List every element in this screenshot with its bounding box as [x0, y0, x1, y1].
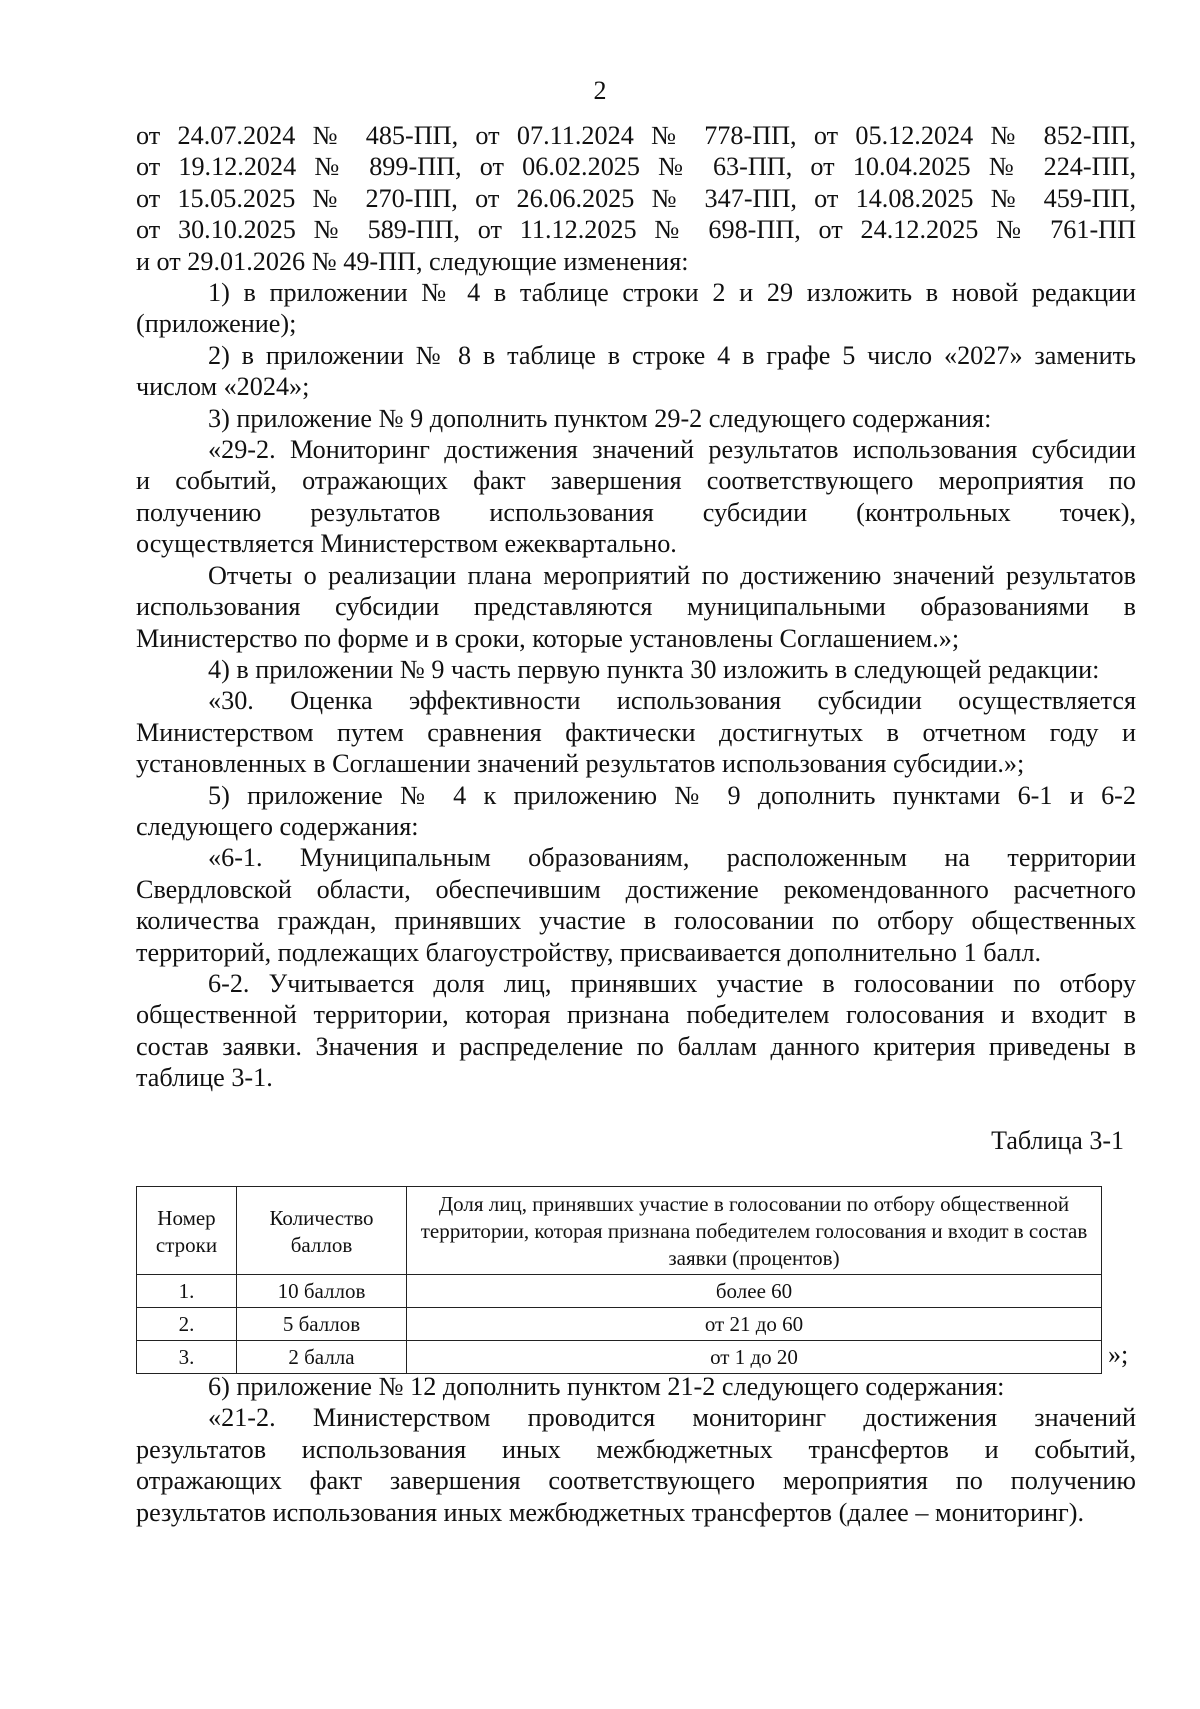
cell-share: от 1 до 20	[407, 1341, 1102, 1374]
text-line: количества граждан, принявших участие в голосовании по отбору общественных	[136, 906, 1136, 936]
text-line: 3) приложение № 9 дополнить пунктом 29-2 следующего содержания:	[208, 403, 992, 433]
score-table	[136, 1186, 1102, 1374]
cell-row-number: 2.	[137, 1308, 237, 1341]
table-row	[137, 1341, 1102, 1374]
table-closing-mark: »;	[1108, 1340, 1129, 1369]
body-text	[136, 120, 1136, 1094]
paragraph-item-4	[136, 654, 1136, 685]
text-line: таблице 3-1.	[136, 1063, 273, 1093]
cell-share: более 60	[407, 1275, 1102, 1308]
paragraph-point-29-2	[136, 434, 1136, 560]
text-line: «30. Оценка эффективности использования субсидии осуществляется	[208, 686, 1136, 716]
cell-row-number: 1.	[137, 1275, 237, 1308]
cell-points: 10 баллов	[237, 1275, 407, 1308]
paragraph-item-6	[136, 1371, 1136, 1402]
text-line: от 24.07.2024 № 485-ПП, от 07.11.2024 № 778-ПП, от 05.12.2024 № 852-ПП,	[136, 121, 1136, 150]
text-line: состав заявки. Значения и распределение по баллам данного критерия приведены в	[136, 1031, 1136, 1061]
text-line: «29-2. Мониторинг достижения значений результатов использования субсидии	[208, 435, 1136, 465]
header-row-number: Номер строки	[137, 1187, 237, 1275]
text-line: от 30.10.2025 № 589-ПП, от 11.12.2025 № 698-ПП, от 24.12.2025 № 761-ПП	[136, 215, 1136, 245]
text-line: 6-2. Учитывается доля лиц, принявших участие в голосовании по отбору	[208, 968, 1136, 998]
paragraph-item-5	[136, 780, 1136, 843]
text-line: 6) приложение № 12 дополнить пунктом 21-2 следующего содержания:	[208, 1372, 1005, 1401]
text-line: общественной территории, которая признана победителем голосования и входит в	[136, 1000, 1136, 1030]
table-caption: Таблица 3-1	[991, 1126, 1124, 1155]
text-line: результатов использования иных межбюджетных трансфертов (далее – мониторинг).	[136, 1497, 1085, 1527]
text-line: и от 29.01.2026 № 49-ПП, следующие изменения:	[136, 246, 689, 276]
text-line: от 15.05.2025 № 270-ПП, от 26.06.2025 № 347-ПП, от 14.08.2025 № 459-ПП,	[136, 183, 1136, 213]
text-line: Министерством путем сравнения фактически достигнутых в отчетном году и	[136, 717, 1136, 747]
paragraph-item-2	[136, 340, 1136, 403]
paragraph-point-21-2	[136, 1402, 1136, 1528]
text-line: (приложение);	[136, 309, 297, 339]
table-row	[137, 1275, 1102, 1308]
text-line: 2) в приложении № 8 в таблице в строке 4 в графе 5 число «2027» заменить	[208, 340, 1136, 370]
text-line: отражающих факт завершения соответствующего мероприятия по получению	[136, 1466, 1136, 1496]
cell-row-number: 3.	[137, 1341, 237, 1374]
paragraph-point-30	[136, 685, 1136, 779]
text-line: 5) приложение № 4 к приложению № 9 дополнить пунктами 6-1 и 6-2	[208, 780, 1136, 810]
table-row	[137, 1308, 1102, 1341]
table-header-row	[137, 1187, 1102, 1275]
text-line: установленных в Соглашении значений результатов использования субсидии.»;	[136, 749, 1025, 779]
text-line: следующего содержания:	[136, 811, 419, 841]
text-line: результатов использования иных межбюджетных трансфертов и событий,	[136, 1434, 1136, 1464]
paragraph-item-1	[136, 277, 1136, 340]
text-line: «6-1. Муниципальным образованиям, расположенным на территории	[208, 843, 1136, 873]
cell-points: 2 балла	[237, 1341, 407, 1374]
text-line: 4) в приложении № 9 часть первую пункта 30 изложить в следующей редакции:	[208, 654, 1100, 684]
text-line: и событий, отражающих факт завершения соответствующего мероприятия по	[136, 466, 1136, 496]
paragraph-reports	[136, 560, 1136, 654]
text-line: 1) в приложении № 4 в таблице строки 2 и 29 изложить в новой редакции	[208, 278, 1136, 308]
paragraph-point-6-1	[136, 842, 1136, 968]
text-line: территорий, подлежащих благоустройству, присваивается дополнительно 1 балл.	[136, 937, 1042, 967]
header-share: Доля лиц, принявших участие в голосовании по отбору общественной территории, которая признана победителем голосования и входит в состав заявки (процентов)	[407, 1187, 1102, 1275]
paragraph-item-3	[136, 403, 1136, 434]
text-line: Министерство по форме и в сроки, которые установлены Соглашением.»;	[136, 623, 960, 653]
text-line: числом «2024»;	[136, 372, 310, 402]
text-line: «21-2. Министерством проводится мониторинг достижения значений	[208, 1403, 1136, 1433]
text-line: получению результатов использования субсидии (контрольных точек),	[136, 497, 1136, 527]
cell-points: 5 баллов	[237, 1308, 407, 1341]
cell-share: от 21 до 60	[407, 1308, 1102, 1341]
text-line: осуществляется Министерством ежеквартально.	[136, 529, 677, 559]
header-points: Количество баллов	[237, 1187, 407, 1275]
page-number: 2	[593, 76, 607, 105]
paragraph-point-6-2	[136, 968, 1136, 1094]
paragraph-amendment-list	[136, 120, 1136, 277]
text-line: от 19.12.2024 № 899-ПП, от 06.02.2025 № 63-ПП, от 10.04.2025 № 224-ПП,	[136, 152, 1136, 182]
text-line: Отчеты о реализации плана мероприятий по достижению значений результатов	[208, 560, 1136, 590]
text-line: Свердловской области, обеспечившим достижение рекомендованного расчетного	[136, 874, 1136, 904]
body-text-after-table	[136, 1371, 1136, 1528]
text-line: использования субсидии представляются муниципальными образованиями в	[136, 592, 1136, 622]
